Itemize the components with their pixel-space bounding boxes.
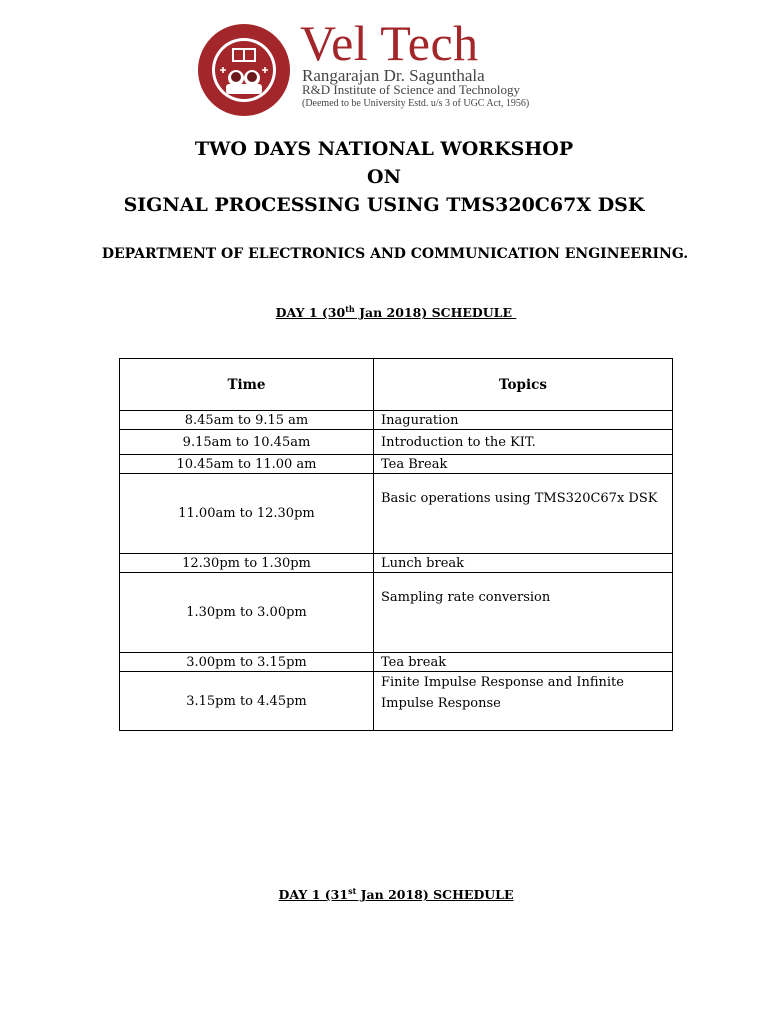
topic-cell: Sampling rate conversion — [374, 573, 673, 653]
topic-cell: Basic operations using TMS320C67x DSK — [374, 474, 673, 554]
column-header-time: Time — [120, 359, 374, 411]
topic-cell: Finite Impulse Response and Infinite Impulse Response — [374, 672, 673, 731]
time-cell: 3.00pm to 3.15pm — [120, 653, 374, 672]
workshop-title-line1: TWO DAYS NATIONAL WORKSHOP — [194, 138, 574, 160]
day2-schedule-heading: DAY 1 (31st Jan 2018) SCHEDULE — [278, 885, 514, 902]
time-cell: 9.15am to 10.45am — [120, 430, 374, 455]
topic-cell: Lunch break — [374, 554, 673, 573]
table-header-row — [120, 359, 673, 411]
time-cell: 11.00am to 12.30pm — [120, 474, 374, 554]
topic-cell: Introduction to the KIT. — [374, 430, 673, 455]
column-header-topics: Topics — [374, 359, 673, 411]
table-row — [120, 653, 673, 672]
time-cell: 8.45am to 9.15 am — [120, 411, 374, 430]
topic-cell: Tea Break — [374, 455, 673, 474]
time-cell: 3.15pm to 4.45pm — [120, 672, 374, 731]
institution-name: Rangarajan Dr. Sagunthala — [302, 66, 485, 85]
institution-subtitle: R&D Institute of Science and Technology — [302, 82, 520, 97]
table-row — [120, 411, 673, 430]
university-seal-icon — [196, 22, 292, 118]
table-row — [120, 573, 673, 653]
time-cell: 10.45am to 11.00 am — [120, 455, 374, 474]
table-row — [120, 455, 673, 474]
table-row — [120, 474, 673, 554]
workshop-title-line2: ON — [367, 166, 401, 188]
topic-cell: Inaguration — [374, 411, 673, 430]
institution-deemed-note: (Deemed to be University Estd. u/s 3 of UGC Act, 1956) — [302, 98, 530, 109]
time-cell: 12.30pm to 1.30pm — [120, 554, 374, 573]
brand-name: Vel Tech — [300, 15, 479, 71]
time-cell: 1.30pm to 3.00pm — [120, 573, 374, 653]
department-name: DEPARTMENT OF ELECTRONICS AND COMMUNICATION ENGINEERING. — [101, 246, 689, 262]
table-row — [120, 672, 673, 731]
schedule-table — [119, 358, 673, 731]
topic-cell: Tea break — [374, 653, 673, 672]
institution-logo — [196, 15, 536, 109]
table-row — [120, 554, 673, 573]
day1-schedule-heading: DAY 1 (30th Jan 2018) SCHEDULE — [275, 303, 517, 320]
workshop-title-line3: SIGNAL PROCESSING USING TMS320C67X DSK — [123, 194, 645, 216]
table-row — [120, 430, 673, 455]
